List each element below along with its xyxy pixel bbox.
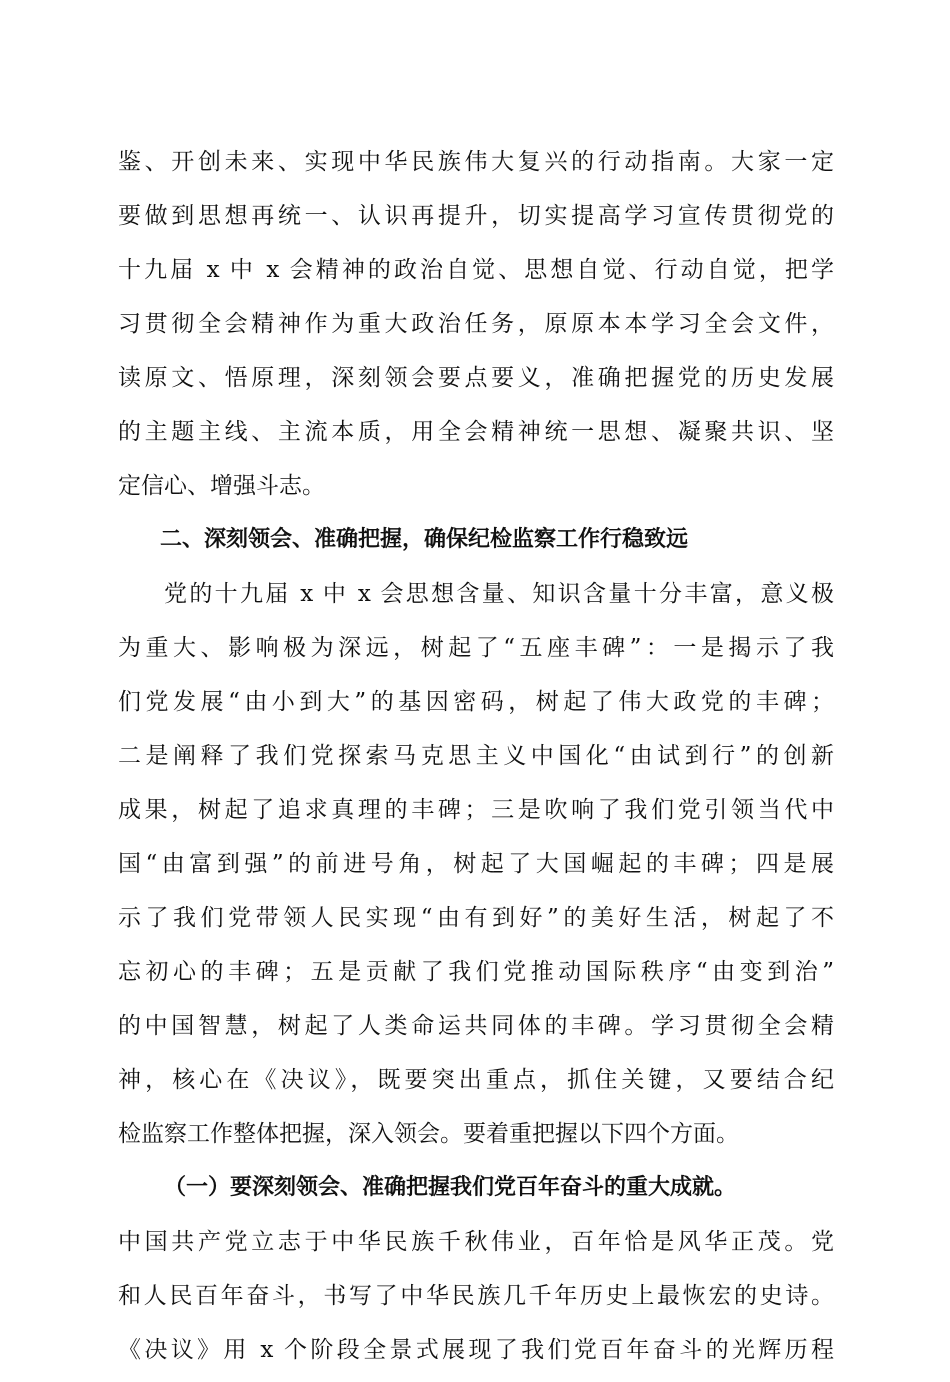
- paragraph-line: 党的十九届 x 中 x 会思想含量、知识含量十分丰富，意义极: [164, 581, 834, 607]
- paragraph-line: 成果，树起了追求真理的丰碑；三是吹响了我们党引领当代中: [118, 797, 834, 823]
- paragraph-line: 们党发展“由小到大”的基因密码，树起了伟大政党的丰碑；: [118, 689, 834, 715]
- paragraph-line: 鉴、开创未来、实现中华民族伟大复兴的行动指南。大家一定: [118, 149, 834, 175]
- paragraph-line: 二是阐释了我们党探索马克思主义中国化“由试到行”的创新: [118, 743, 834, 769]
- paragraph-line: 习贯彻全会精神作为重大政治任务，原原本本学习全会文件，: [118, 311, 834, 337]
- paragraph-line: 《决议》用 x 个阶段全景式展现了我们党百年奋斗的光辉历程: [118, 1337, 834, 1363]
- paragraph-line: 定信心、增强斗志。: [118, 473, 325, 499]
- subsection-heading-line: [118, 1166, 834, 1220]
- paragraph-line: 读原文、悟原理，深刻领会要点要义，准确把握党的历史发展: [118, 365, 834, 391]
- paragraph-line: 为重大、影响极为深远，树起了“五座丰碑”：一是揭示了我: [118, 635, 834, 661]
- paragraph-line: 和人民百年奋斗，书写了中华民族几千年历史上最恢宏的史诗。: [118, 1283, 834, 1309]
- paragraph-line: 的中国智慧，树起了人类命运共同体的丰碑。学习贯彻全会精: [118, 1013, 834, 1039]
- paragraph-line: 中国共产党立志于中华民族千秋伟业，百年恰是风华正茂。党: [118, 1229, 834, 1255]
- paragraph-line: 检监察工作整体把握，深入领会。要着重把握以下四个方面。: [118, 1121, 739, 1147]
- paragraph-line: 神，核心在《决议》，既要突出重点，抓住关键，又要结合纪: [118, 1067, 834, 1093]
- paragraph-line: 示了我们党带领人民实现“由有到好”的美好生活，树起了不: [118, 905, 834, 931]
- document-page: [118, 140, 834, 1382]
- paragraph-line: 国“由富到强”的前进号角，树起了大国崛起的丰碑；四是展: [118, 851, 834, 877]
- paragraph-line: 忘初心的丰碑；五是贡献了我们党推动国际秩序“由变到治”: [118, 959, 834, 985]
- subsection-heading: （一）要深刻领会、准确把握我们党百年奋斗的重大成就。: [164, 1175, 737, 1200]
- paragraph-line: 十九届 x 中 x 会精神的政治自觉、思想自觉、行动自觉，把学: [118, 257, 834, 283]
- section-heading: 二、深刻领会、准确把握，确保纪检监察工作行稳致远: [160, 527, 689, 552]
- paragraph-line: 的主题主线、主流本质，用全会精神统一思想、凝聚共识、坚: [118, 419, 834, 445]
- paragraph-line: 要做到思想再统一、认识再提升，切实提高学习宣传贯彻党的: [118, 203, 834, 229]
